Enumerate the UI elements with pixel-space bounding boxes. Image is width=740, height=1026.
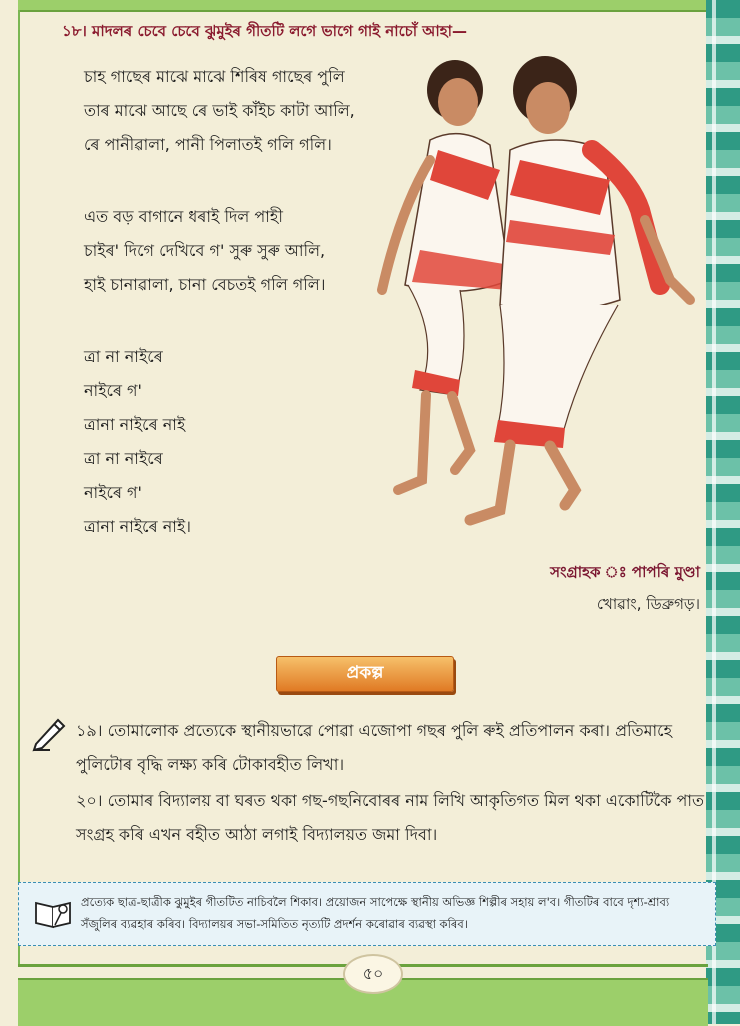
dancers-illustration — [360, 50, 700, 550]
verse-line: নাইৰে গ' — [84, 483, 142, 502]
project-heading: প্ৰকল্প — [276, 656, 454, 692]
song-verse-1 — [84, 60, 355, 162]
decorative-side-border — [706, 0, 740, 1024]
pencil-icon — [30, 712, 70, 752]
verse-line: তাৰ মাঝে আছে ৰে ভাই কাঁইচ কাটা আলি, — [84, 101, 355, 120]
teacher-note-text: প্ৰত্যেক ছাত্ৰ-ছাত্ৰীক ঝুমুইৰ গীতটিত নাচিবলৈ শিকাব। প্ৰয়োজন সাপেক্ষে স্থানীয় অভিজ্ঞ শিল্পীৰ সহায় ল'ব। গীতটিৰ বাবে দৃশ্য-শ্ৰাব্য সঁজুলিৰ ব্যৱহাৰ কৰিব। বিদ্যালয়ৰ সভা-সমিতিত নৃত্যটি প্ৰদৰ্শন কৰোৱাৰ ব্যৱস্থা কৰিব। — [81, 895, 670, 931]
verse-line: ত্ৰানা নাইৰে নাই। — [84, 517, 191, 536]
verse-line: চাইৰ' দিগে দেখিবে গ' সুৰু সুৰু আলি, — [84, 241, 326, 260]
exercise-19: ১৯। তোমালোক প্ৰত্যেকে স্থানীয়ভাৱে পোৱা এজোপা গছৰ পুলি ৰুই প্ৰতিপালন কৰা। প্ৰতিমাহে পুলিটোৰ বৃদ্ধি লক্ষ্য কৰি টোকাবহীত লিখা। — [76, 721, 672, 774]
verse-line: ত্ৰা না নাইৰে — [84, 449, 163, 468]
song-verse-2 — [84, 200, 325, 302]
verse-line: ত্ৰা না নাইৰে — [84, 347, 163, 366]
book-pen-icon — [33, 895, 75, 931]
exercise-20: ২০। তোমাৰ বিদ্যালয় বা ঘৰত থকা গছ-গছনিবোৰৰ নাম লিখি আকৃতিগত মিল থকা একোটিকৈ পাত সংগ্ৰহ কৰি এখন বহীত আঠা লগাই বিদ্যালয়ত জমা দিবা। — [76, 791, 705, 844]
song-refrain — [84, 340, 191, 544]
left-border — [18, 10, 20, 965]
dancer-left — [382, 60, 510, 490]
collector-credit — [550, 556, 700, 620]
verse-line: নাইৰে গ' — [84, 381, 142, 400]
verse-line: হাই চানাৱালা, চানা বেচতই গলি গলি। — [84, 275, 326, 294]
collector-place: খোৱাং, ডিব্ৰুগড়। — [596, 595, 700, 613]
verse-line: ৰে পানীৱালা, পানী পিলাতই গলি গলি। — [84, 135, 332, 154]
exercise-18-title: ১৮। মাদলৰ চেবে চেবে ঝুমুইৰ গীতটি লগে ভাগে গাই নাচোঁ আহা— — [62, 22, 468, 40]
collector-name: সংগ্ৰাহক ঃ পাপৰি মুণ্ডা — [550, 563, 700, 581]
verse-line: চাহ গাছেৰ মাঝে মাঝে শিৰিষ গাছেৰ পুলি — [84, 67, 345, 86]
verse-line: এত বড় বাগানে ধৰাই দিল পাহী — [84, 207, 283, 226]
verse-line: ত্ৰানা নাইৰে নাই — [84, 415, 186, 434]
page-number: ৫০ — [343, 954, 403, 994]
top-border — [18, 0, 708, 12]
dancer-right — [470, 56, 690, 520]
teacher-note-box — [18, 882, 716, 946]
